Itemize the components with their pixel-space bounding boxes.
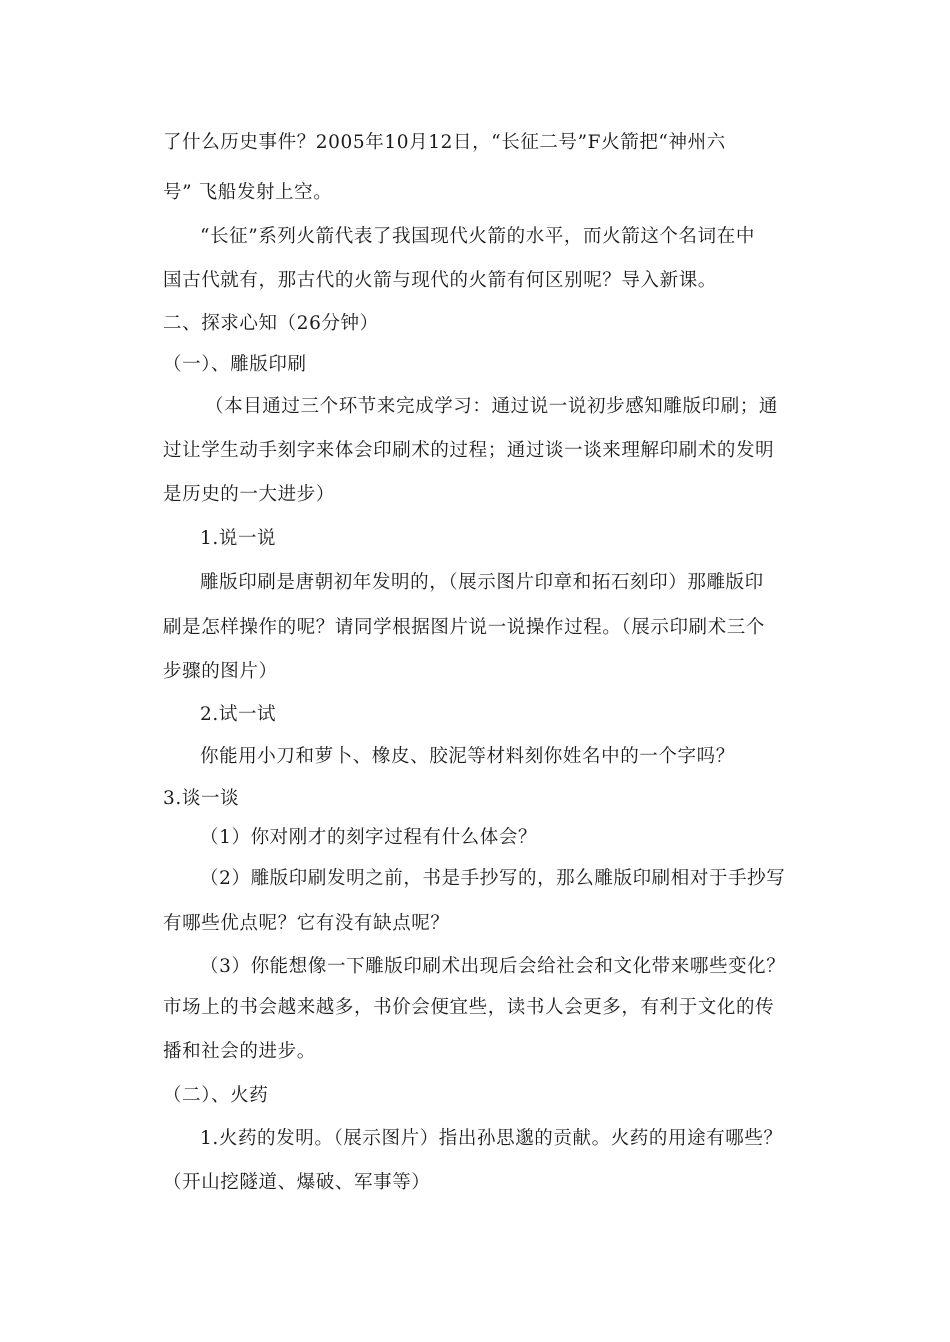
text-line-3: “长征”系列火箭代表了我国现代火箭的水平，而火箭这个名词在中 bbox=[200, 226, 755, 247]
text-line-24: 1.火药的发明。（展示图片）指出孙思邈的贡献。火药的用途有哪些？ bbox=[200, 1128, 783, 1149]
text-line-22: 播和社会的进步。 bbox=[163, 1041, 316, 1062]
subsection-heading-woodblock: （一）、雕版印刷 bbox=[163, 354, 307, 375]
text-line-8: 过让学生动手刻字来体会印刷术的过程；通过谈一谈来理解印刷术的发明 bbox=[163, 440, 775, 461]
text-line-9: 是历史的一大进步） bbox=[163, 484, 335, 505]
text-line-12: 刷是怎样操作的呢？请同学根据图片说一说操作过程。（展示印刷术三个 bbox=[163, 617, 765, 638]
section-heading-explore: 二、探求心知（26分钟） bbox=[163, 313, 379, 334]
item-heading-talk: 3.谈一谈 bbox=[163, 788, 240, 809]
text-line-18: （2）雕版印刷发明之前，书是手抄写的，那么雕版印刷相对于手抄写 bbox=[200, 868, 786, 889]
text-line-4: 国古代就有，那古代的火箭与现代的火箭有何区别呢？导入新课。 bbox=[163, 270, 717, 291]
text-line-25: （开山挖隧道、爆破、军事等） bbox=[163, 1172, 431, 1193]
item-heading-say: 1.说一说 bbox=[200, 528, 277, 549]
text-line-17: （1）你对刚才的刻字过程有什么体会？ bbox=[200, 827, 538, 848]
text-line-21: 市场上的书会越来越多，书价会便宜些，读书人会更多，有利于文化的传 bbox=[163, 997, 775, 1018]
item-heading-try: 2.试一试 bbox=[200, 704, 277, 725]
text-line-11: 雕版印刷是唐朝初年发明的，（展示图片印章和拓石刻印）那雕版印 bbox=[200, 572, 764, 593]
text-line-2: 号” 飞船发射上空。 bbox=[163, 182, 333, 203]
text-line-19: 有哪些优点呢？它有没有缺点呢？ bbox=[163, 913, 450, 934]
text-line-15: 你能用小刀和萝卜、橡皮、胶泥等材料刻你姓名中的一个字吗？ bbox=[200, 746, 735, 767]
text-line-1: 了什么历史事件？2005年10月12日，“长征二号”F火箭把“神州六 bbox=[163, 132, 726, 153]
subsection-heading-gunpowder: （二）、火药 bbox=[163, 1085, 269, 1106]
text-line-20: （3）你能想像一下雕版印刷术出现后会给社会和文化带来哪些变化？ bbox=[200, 956, 786, 977]
text-line-7: （本目通过三个环节来完成学习：通过说一说初步感知雕版印刷；通 bbox=[205, 396, 779, 417]
text-line-13: 步骤的图片） bbox=[163, 661, 278, 682]
